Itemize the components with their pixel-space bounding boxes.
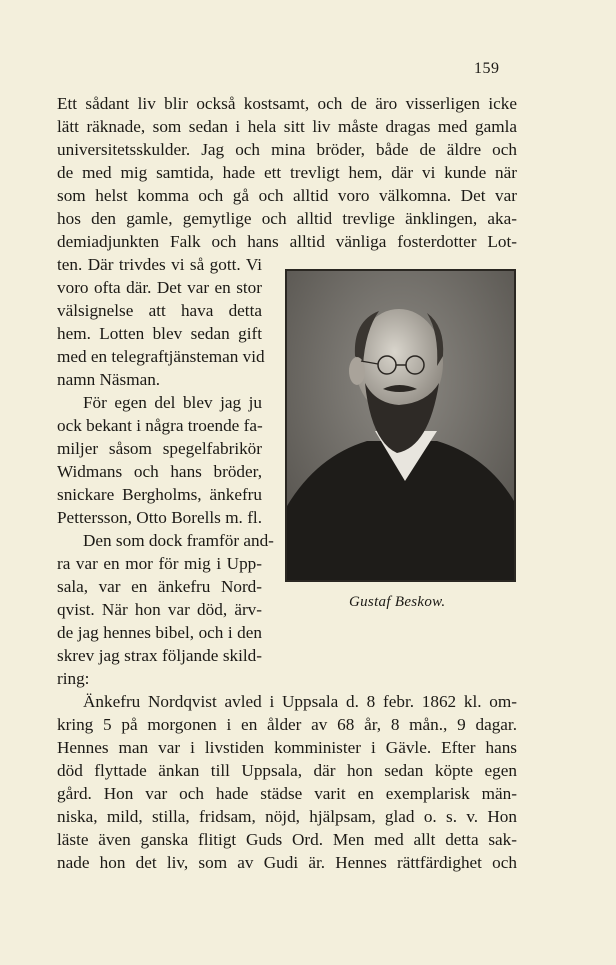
portrait-photo — [285, 269, 516, 582]
text-line: ring: — [57, 669, 90, 688]
text-line: Pettersson, Otto Borells m. fl. — [57, 508, 262, 527]
text-line: voro ofta där. Det var en stor — [57, 278, 262, 297]
text-line: med en telegraftjänsteman vid — [57, 347, 265, 366]
text-line: niska, mild, stilla, fridsam, nöjd, hjälpsam, glad o. s. v. Hon — [57, 807, 517, 826]
text-line: välsignelse att hava detta — [57, 301, 262, 320]
text-line: som helst komma och gå och alltid voro välkomna. Det var — [57, 186, 517, 205]
text-line: sala, var en änkefru Nord- — [57, 577, 262, 596]
text-line: skrev jag strax följande skild- — [57, 646, 262, 665]
text-line: ten. Där trivdes vi så gott. Vi — [57, 255, 262, 274]
portrait-illustration — [287, 271, 514, 580]
text-line: För egen del blev jag ju — [83, 393, 262, 412]
text-line: ock bekant i några troende fa- — [57, 416, 263, 435]
text-line: de med mig samtida, hade ett trevligt hem, där vi kunde när — [57, 163, 517, 182]
text-line: namn Näsman. — [57, 370, 161, 389]
text-line: hem. Lotten blev sedan gift — [57, 324, 262, 343]
text-line: demiadjunkten Falk och hans alltid vänliga fosterdotter Lot- — [57, 232, 517, 251]
text-line: Widmans och hans bröder, — [57, 462, 262, 481]
text-line: läste även ganska flitigt Guds Ord. Men med allt detta sak- — [57, 830, 517, 849]
text-line: de jag hennes bibel, och i den — [57, 623, 262, 642]
text-line: ra var en mor för mig i Upp- — [57, 554, 262, 573]
page-number: 159 — [474, 60, 500, 77]
text-line: gård. Hon var och hade städse varit en exemplarisk män- — [57, 784, 517, 803]
photo-caption: Gustaf Beskow. — [349, 594, 446, 610]
text-line: nade hon det liv, som av Gudi är. Hennes rättfärdighet och — [57, 853, 517, 872]
text-line: Änkefru Nordqvist avled i Uppsala d. 8 febr. 1862 kl. om- — [83, 692, 517, 711]
text-line: död flyttade änkan till Uppsala, där hon sedan köpte egen — [57, 761, 517, 780]
text-line: snickare Bergholms, änkefru — [57, 485, 262, 504]
text-line: Ett sådant liv blir också kostsamt, och de äro visserligen icke — [57, 94, 517, 113]
text-line: hos den gamle, gemytlige och alltid trevlige änklingen, aka- — [57, 209, 517, 228]
text-line: miljer såsom spegelfabrikör — [57, 439, 262, 458]
text-line: kring 5 på morgonen i en ålder av 68 år, 8 mån., 9 dagar. — [57, 715, 517, 734]
text-line: Den som dock framför and- — [83, 531, 274, 550]
text-line: universitetsskulder. Jag och mina bröder, både de äldre och — [57, 140, 517, 159]
text-line: lätt räknade, som sedan i hela sitt liv måste dragas med gamla — [57, 117, 517, 136]
text-line: qvist. När hon var död, ärv- — [57, 600, 262, 619]
text-line: Hennes man var i livstiden komminister i Gävle. Efter hans — [57, 738, 517, 757]
